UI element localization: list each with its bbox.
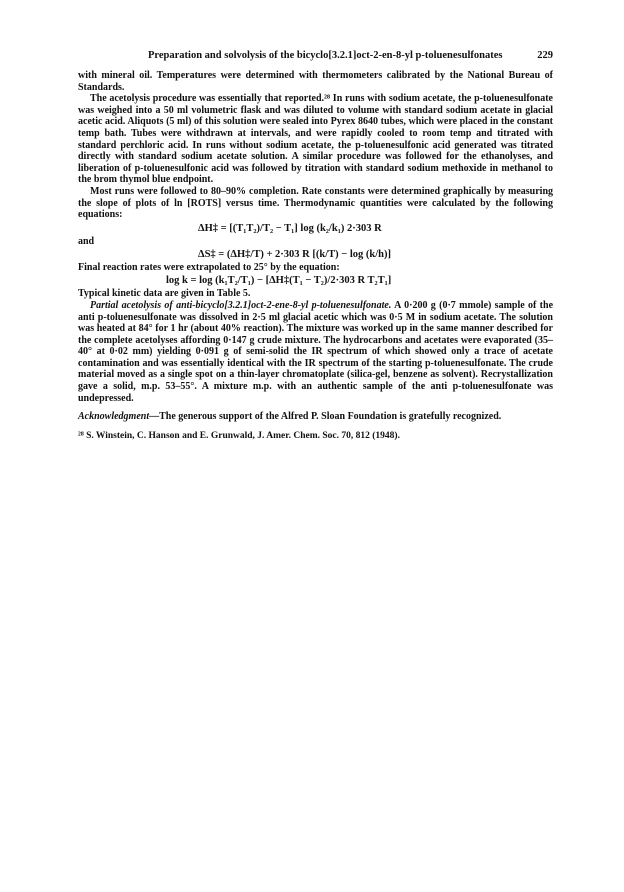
acknowledgment-text: —The generous support of the Alfred P. Sloan Foundation is gratefully recognized. bbox=[149, 411, 502, 423]
running-header bbox=[78, 50, 553, 61]
paragraph-extrapolation: Final reaction rates were extrapolated to 25° by the equation: bbox=[78, 261, 340, 273]
equation-extrapolation: log k = log (k₁T₂/T₁) − [ΔH‡(T₁ − T₂)/2·303 R T₂T₁] bbox=[166, 275, 392, 287]
paragraph-kinetic-data: Typical kinetic data are given in Table 5. bbox=[78, 288, 251, 300]
paragraph-acknowledgment bbox=[78, 411, 553, 423]
partial-acetolysis-text: A 0·200 g (0·7 mmole) sample of the anti p-toluenesulfonate was dissolved in 2·5 ml glacial acetic which was 0·5 M in sodium acetate. The solution was heated at 84° for 1 hr (about 40% reaction). The mixture was worked up in the same manner described for the complete acetolyses affording 0·147 g crude mixture. The hydrocarbons and acetates were evaporated (35–40° at 0·02 mm) yielding 0·091 g of semi-solid the IR spectrum of which showed only a trace of acetate contamination and was essentially identical with the IR spectrum of the starting p-toluenesulfonate. The crude material moved as a single spot on a thin-layer chromatoplate (silica-gel, benzene as solvent). Recrystallization gave a solid, m.p. 53–55°. A mixture m.p. with an authentic sample of the anti p-toluenesulfonate was undepressed. bbox=[78, 299, 554, 404]
page bbox=[78, 50, 553, 442]
acknowledgment-label: Acknowledgment bbox=[78, 411, 150, 423]
equation-entropy: ΔS‡ = (ΔH‡/T) + 2·303 R [(k/T) − log (k/h)] bbox=[198, 248, 391, 260]
paragraph-rate-constants: Most runs were followed to 80–90% completion. Rate constants were determined graphically by measuring the slope of plots of ln [ROTS] versus time. Thermodynamic quantities were calculated by the following equations: bbox=[78, 185, 553, 221]
equation-enthalpy: ΔH‡ = [(T₁T₂)/T₂ − T₁] log (k₂/k₁) 2·303 R bbox=[198, 222, 382, 234]
running-title: Preparation and solvolysis of the bicyclo[3.2.1]oct-2-en-8-yl p-toluenesulfonates bbox=[148, 50, 503, 61]
paragraph-mineral-oil: with mineral oil. Temperatures were determined with thermometers calibrated by the National Bureau of Standards. bbox=[78, 70, 553, 93]
page-number: 229 bbox=[537, 50, 553, 61]
paragraph-acetolysis-procedure: The acetolysis procedure was essentially that reported.²⁸ In runs with sodium acetate, the p-toluenesulfonate was weighed into a 50 ml volumetric flask and was diluted to volume with standard sodium acetate in glacial acetic acid. Aliquots (5 ml) of this solution were sealed into Pyrex 8640 tubes, which were placed in the constant temp bath. Tubes were withdrawn at intervals, and were rapidly cooled to room temp and titrated with standard perchloric acid. In runs without sodium acetate, the p-toluenesulfonic acid generated was titrated directly with standard sodium acetate solution. A similar procedure was followed for the ethanolyses, and liberation of p-toluenesulfonic acid was followed by titration with standard sodium methoxide in methanol to the brom thymol blue endpoint. bbox=[78, 93, 553, 186]
footnote-28: ²⁸ S. Winstein, C. Hanson and E. Grunwald, J. Amer. Chem. Soc. 70, 812 (1948). bbox=[78, 430, 400, 441]
and-label: and bbox=[78, 235, 95, 247]
paragraph-partial-acetolysis bbox=[78, 300, 553, 404]
partial-acetolysis-title: Partial acetolysis of anti-bicyclo[3.2.1]oct-2-ene-8-yl p-toluenesulfonate. bbox=[90, 299, 392, 311]
